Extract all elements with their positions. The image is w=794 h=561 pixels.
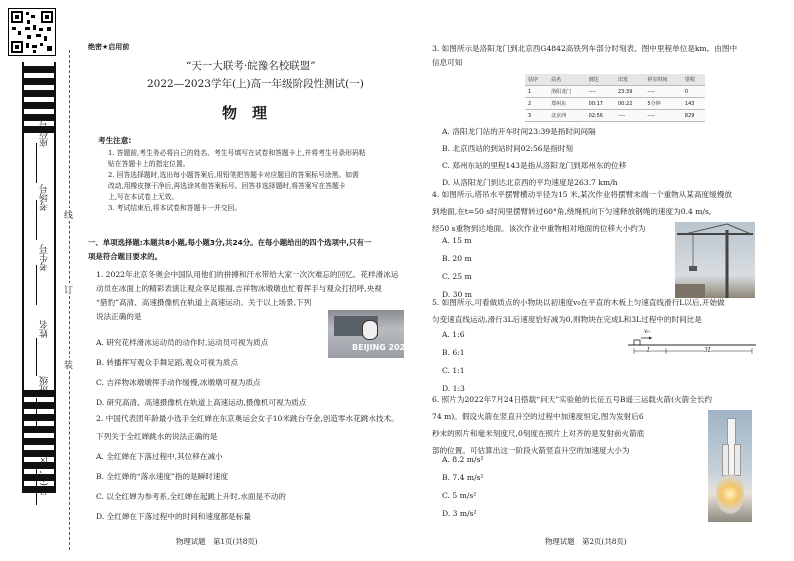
- timetable-header: 站序: [525, 74, 548, 86]
- question-1-options: [96, 336, 307, 410]
- q1-olympic-photo: [328, 310, 411, 358]
- subject-title: 物 理: [222, 104, 268, 122]
- notice-item: 贴在答题卡上的指定位置。: [108, 160, 190, 168]
- label-seat-number: 座位号: [40, 120, 50, 147]
- question-3-option-c: C. 郑州东站的里程143是指从洛阳龙门到郑州东的位移: [442, 161, 627, 170]
- question-3-option-a: A. 洛阳龙门站的开车时间23:39是指时间间隔: [442, 127, 596, 136]
- question-4-option-a: A. 15 m: [442, 236, 472, 245]
- question-6-text: 6. 照片为2022年7月24日搭载“问天”实验舱的长征五号B遥三运载火箭(火箭全长约: [432, 395, 713, 404]
- q6-rocket-booster: [722, 444, 729, 476]
- question-3: [432, 42, 737, 70]
- section-1-title-cont: 项是符合题目要求的。: [88, 252, 162, 261]
- question-5-text: 5. 如图所示,可看做质点的小物块以初速度v₀在平直的木板上匀速直线滑行L以后,开始做: [432, 298, 725, 307]
- table-cell: 02:56: [586, 110, 615, 122]
- question-5-options: [442, 328, 465, 396]
- qr-code: [8, 8, 56, 56]
- cut-mark-zhuang: 装: [64, 358, 73, 371]
- table-row: [525, 110, 705, 122]
- question-4-options: [442, 234, 472, 302]
- label-exam-room: 考场号: [40, 184, 50, 211]
- question-3-options: [442, 125, 626, 190]
- question-6-text: 74 m)。假设火箭在竖直升空的过程中加速度恒定,图为发射后6: [432, 412, 644, 421]
- timetable-header-row: [525, 74, 705, 86]
- question-4-option-c: C. 25 m: [442, 272, 472, 281]
- fill-line: [36, 200, 37, 240]
- question-5-text: 匀变速直线运动,滑行3L后速度恰好减为0,则物块在完成L和3L过程中的时间比是: [432, 315, 702, 324]
- table-cell: ----: [615, 110, 644, 122]
- table-cell: ----: [586, 86, 615, 98]
- fill-line: [36, 143, 37, 183]
- footer-left: 物理试题 第1页(共8页): [176, 537, 258, 546]
- question-5-option-c: C. 1:1: [442, 366, 465, 375]
- question-2: [96, 412, 399, 524]
- table-cell: 2: [525, 98, 548, 110]
- table-cell: 829: [682, 110, 705, 122]
- crane-drawing: [675, 222, 755, 298]
- notice-item: 3. 考试结束后,将本试卷和答题卡一并交回。: [108, 204, 242, 212]
- q6-rocket-photo: [708, 410, 752, 522]
- table-cell: ----: [644, 86, 681, 98]
- table-cell: 0: [682, 86, 705, 98]
- binding-stripe: [22, 426, 56, 433]
- question-6: [432, 393, 712, 458]
- question-6-option-a: A. 8.2 m/s²: [442, 455, 484, 464]
- question-1-option-d: D. 研究高清、高速摄像机在轨道上高速运动,摄像机可视为质点: [96, 398, 307, 407]
- cut-mark-ding: 订: [64, 283, 73, 296]
- label-county: 县(市、区): [40, 452, 50, 496]
- question-6-option-d: D. 3 m/s²: [442, 509, 477, 518]
- timetable-header: 里程: [682, 74, 705, 86]
- notice-heading: 考生注意:: [98, 136, 132, 145]
- question-1-option-a: A. 研究花样滑冰运动员的动作时,运动员可视为质点: [96, 338, 269, 347]
- question-3-option-d: D. 从洛阳龙门到达北京西的平均速度是263.7 km/h: [442, 178, 618, 187]
- table-cell: 00:17: [586, 98, 615, 110]
- timetable-header: 停车时间: [644, 74, 681, 86]
- footer-right: 物理试题 第2页(共8页): [545, 537, 627, 546]
- q5-label-L: L: [647, 347, 651, 354]
- question-2-text: 下列关于全红婵跳水的说法正确的是: [96, 432, 218, 441]
- question-2-option-d: D. 全红婵在下落过程中的时间和速度都是标量: [96, 512, 251, 521]
- fill-line: [36, 338, 37, 376]
- q5-label-3L: 3L: [704, 347, 712, 354]
- q5-motion-figure: [628, 328, 758, 358]
- question-2-text: 2. 中国代表团年龄最小选手全红婵在东京奥运会女子10米跳台夺金,创造零水花跳水技术。: [96, 414, 399, 423]
- question-4-text: 4. 如图所示,塔吊水平摆臂横动半径为15 米,某次作业将摆臂末端一个重物从某高度缓慢放: [432, 190, 732, 199]
- binding-stripe: [22, 414, 56, 421]
- table-cell: 北京西: [548, 110, 585, 122]
- question-4-option-b: B. 20 m: [442, 254, 472, 263]
- question-5-option-a: A. 1:6: [442, 330, 465, 339]
- question-6-options: [442, 453, 484, 521]
- fill-line: [36, 398, 37, 428]
- fill-line: [36, 265, 37, 305]
- cut-mark-line: 线: [64, 208, 73, 221]
- table-cell: 00:22: [615, 98, 644, 110]
- exam-title-2: 2022—2023学年(上)高一年级阶段性测试(一): [147, 78, 364, 90]
- q4-tower-crane-photo: [675, 222, 755, 298]
- timetable-header: 到达: [586, 74, 615, 86]
- table-row: [525, 98, 705, 110]
- notice-item: 1. 答题前,考生务必将自己的姓名、考生号填写在试卷和答题卡上,并将考生号条形码粘: [108, 149, 366, 157]
- binding-stripe: [22, 102, 56, 109]
- binding-stripe: [22, 402, 56, 409]
- notice-list: [108, 148, 366, 214]
- question-1-option-c: C. 吉祥物冰墩墩挥手动作缓慢,冰墩墩可视为质点: [96, 378, 261, 387]
- notice-item: 改动,用橡皮擦干净后,再选涂其他答案标号。回答非选择题时,将答案写在答题卡: [108, 182, 346, 190]
- timetable: [525, 74, 705, 122]
- table-cell: 5分钟: [644, 98, 681, 110]
- question-6-option-c: C. 5 m/s²: [442, 491, 477, 500]
- question-3-option-b: B. 北京西站的到站时间02:56是指时刻: [442, 144, 574, 153]
- cut-line: [69, 50, 70, 550]
- q6-rocket-booster: [734, 444, 741, 476]
- table-cell: 23:39: [615, 86, 644, 98]
- notice-item: 2. 回答选择题时,选出每小题答案后,用铅笔把答题卡对应题目的答案标号涂黑。如需: [108, 171, 359, 179]
- question-2-option-b: B. 全红婵的“落水速度”指的是瞬时速度: [96, 472, 229, 481]
- question-5-option-d: D. 1:3: [442, 384, 465, 393]
- table-cell: 143: [682, 98, 705, 110]
- question-1-text: 说法正确的是: [96, 312, 142, 321]
- question-2-option-c: C. 以全红婵为参考系,全红婵在起跳上升时,水面是不动的: [96, 492, 286, 501]
- exam-title-1: “天一大联考·皖豫名校联盟”: [186, 60, 316, 72]
- table-cell: 3: [525, 110, 548, 122]
- table-cell: 洛阳龙门: [548, 86, 585, 98]
- question-5-option-b: B. 6:1: [442, 348, 465, 357]
- question-4-text: 到地面,在t=50 s时间里摆臂转过60°角,绕绳机向下匀速释放钢绳的速度为0.4 m/s,: [432, 207, 712, 216]
- table-cell: ----: [644, 110, 681, 122]
- fill-line: [36, 465, 37, 505]
- q5-figure-drawing: [628, 332, 758, 358]
- timetable-header: 站名: [548, 74, 585, 86]
- table-row: [525, 86, 705, 98]
- q1-photo-mascot: [362, 320, 378, 340]
- label-class: 班级: [40, 376, 50, 394]
- table-cell: 郑州东: [548, 98, 585, 110]
- question-3-text: 信息可知: [432, 58, 463, 67]
- timetable-header: 出发: [615, 74, 644, 86]
- question-6-text: 秒末的照片和毫米刻度尺,0刻度在照片上对齐的是发射前火箭底: [432, 429, 645, 438]
- q5-label-v0: v₀: [644, 328, 650, 335]
- question-1-text: 1. 2022年北京冬奥会中国队用他们的拼搏和汗水带给大家一次次难忘的回忆。花样滑冰运: [96, 270, 399, 279]
- label-candidate-number: 考生号: [40, 244, 50, 271]
- question-6-option-b: B. 7.4 m/s²: [442, 473, 484, 482]
- notice-item: 上,写在本试卷上无效。: [108, 193, 179, 201]
- question-4-option-d: D. 30 m: [442, 290, 472, 299]
- question-3-text: 3. 如图所示是洛阳龙门到北京西G4842高铁列车部分时刻表、图中里程单位是km。由图中: [432, 44, 738, 53]
- question-2-option-a: A. 全红婵在下落过程中,其位移在减小: [96, 452, 223, 461]
- question-4-text: 经50 s重物到达地面。该次作业中重物相对地面的位移大小约为: [432, 224, 646, 233]
- question-5: [432, 296, 725, 327]
- binding-stripe: [22, 78, 56, 85]
- section-1-title: 一、单项选择题:本题共8小题,每小题3分,共24分。在每小题给出的四个选项中,只有一: [88, 238, 372, 247]
- question-1-text: 动员在冰面上的精彩表演让观众享足眼福,吉祥物冰墩墩也忙着挥手与观众打招呼,央视: [96, 284, 382, 293]
- question-1-option-b: B. 转播挥写观众手舞足蹈,观众可视为质点: [96, 358, 238, 367]
- table-cell: 1: [525, 86, 548, 98]
- binding-stripe: [22, 66, 56, 73]
- q6-rocket-exhaust: [716, 474, 744, 514]
- binding-stripe: [22, 90, 56, 97]
- question-6-text: 部的位置。可估算出这一阶段火箭竖直升空的加速度大小为: [432, 446, 630, 455]
- secret-mark: 绝密★启用前: [88, 43, 130, 51]
- binding-stripe: [22, 438, 56, 445]
- label-name: 姓名: [40, 320, 50, 338]
- q1-photo-caption: BEIJING 2022: [352, 343, 411, 352]
- question-1-text: “猎豹”高清、高速摄像机在轨道上高速运动。关于以上场景,下列: [96, 298, 312, 307]
